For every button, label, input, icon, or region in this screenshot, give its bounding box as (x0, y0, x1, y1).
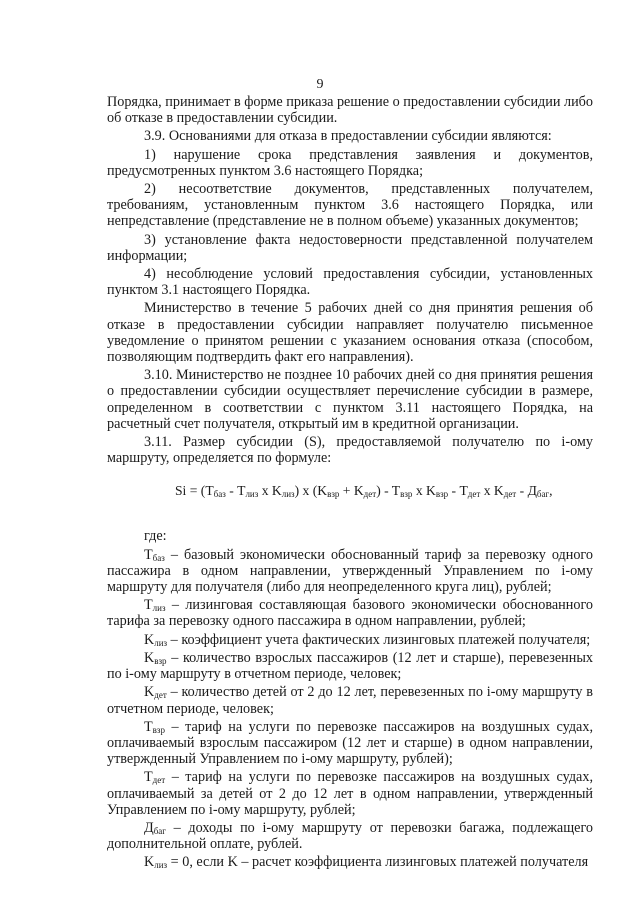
definition-t-liz: $T_{лиз}$ – лизинговая составляющая базового экономически обоснованного тарифа за перевозку одного пассажира в одном направлении, рублей; (107, 597, 593, 630)
list-item-2: 2) несоответствие документов, представленных получателем, требованиям, установленным пунктом 3.6 настоящего Порядка, или непредставление (представление не в полном объеме) указанных документов; (107, 181, 593, 230)
definition-t-baz: $T_{баз}$ – базовый экономически обоснованный тариф за перевозку одного пассажира в одном направлении, утвержденный Управлением по i-ому маршруту для получателя (либо для неопределенного круга лиц), рублей; (107, 546, 593, 596)
definition-k-vzr: $K_{взр}$ – количество взрослых пассажиров (12 лет и старше), перевезенных по i-ому маршруту в отчетном периоде, человек; (107, 649, 593, 683)
paragraph-3-9: 3.9. Основаниями для отказа в предоставлении субсидии являются: (144, 128, 552, 145)
paragraph-ministry-notice: Министерство в течение 5 рабочих дней со дня принятия решения об отказе в предоставлении субсидии направляет получателю письменное уведомление о принятом решении с указанием основания отказа (способом, позволяющим подтвердить факт его направления). (107, 300, 593, 366)
list-item-3: 3) установление факта недостоверности представленной получателем информации; (107, 231, 593, 264)
definition-k-liz-zero: $K_{лиз} = 0$, если K – расчет коэффициента лизинговых платежей получателя (144, 854, 589, 871)
list-item-4: 4) несоблюдение условий предоставления субсидии, установленных пунктом 3.1 настоящего Порядка. (107, 266, 593, 299)
definition-k-liz: $K_{лиз}$ – коэффициент учета фактических лизинговых платежей получателя; (144, 631, 591, 648)
formula-lhs: Si (175, 483, 187, 499)
paragraph-3-11: 3.11. Размер субсидии (S), предоставляемой получателю по i-ому маршруту, определяется по формуле: (107, 434, 593, 467)
definition-d-bag: $Д_{баг}$ – доходы по i-ому маршруту от перевозки багажа, подлежащего дополнительной оплате, рублей. (107, 819, 593, 853)
page-number: 9 (316, 77, 324, 92)
definition-t-vzr: $T_{взр}$ – тариф на услуги по перевозке пассажиров на воздушных судах, оплачиваемый взрослым пассажиром (12 лет и старше) в одном направлении, утвержденный Управлением по i-ому маршруту, рублей); (107, 718, 593, 768)
document-body (107, 94, 593, 873)
definition-t-det: $T_{дет}$ – тариф на услуги по перевозке пассажиров на воздушных судах, оплачиваемый за детей от 2 до 12 лет в одном направлении, утвержденный Управлением по i-ому маршруту, рублей; (107, 769, 593, 818)
where-label: где: (144, 528, 167, 545)
paragraph-3-10: 3.10. Министерство не позднее 10 рабочих дней со дня принятия решения о предоставлении субсидии осуществляет перечисление субсидии в размере, определенном в соответствии с пунктом 3.11 настоящего Порядка, на расчетный счет получателя, открытый им в кредитной организации. (107, 367, 593, 432)
list-item-1: 1) нарушение срока представления заявления и документов, предусмотренных пунктом 3.6 настоящего Порядка; (107, 146, 593, 179)
subsidy-formula: $Si = (T_{баз} - T_{лиз}$ x $K_{лиз}$) x $(K_{взр} + K_{дет}) - T_{взр}$ x $K_{взр} - T_{дет}$ x $K_{дет} - Д_{баг}$, (175, 483, 553, 500)
definition-k-det: $K_{дет}$ – количество детей от 2 до 12 лет, перевезенных по i-ому маршруту в отчетном периоде, человек; (107, 684, 593, 717)
paragraph-continuation: Порядка, принимает в форме приказа решение о предоставлении субсидии либо об отказе в предоставлении субсидии. (107, 94, 593, 127)
